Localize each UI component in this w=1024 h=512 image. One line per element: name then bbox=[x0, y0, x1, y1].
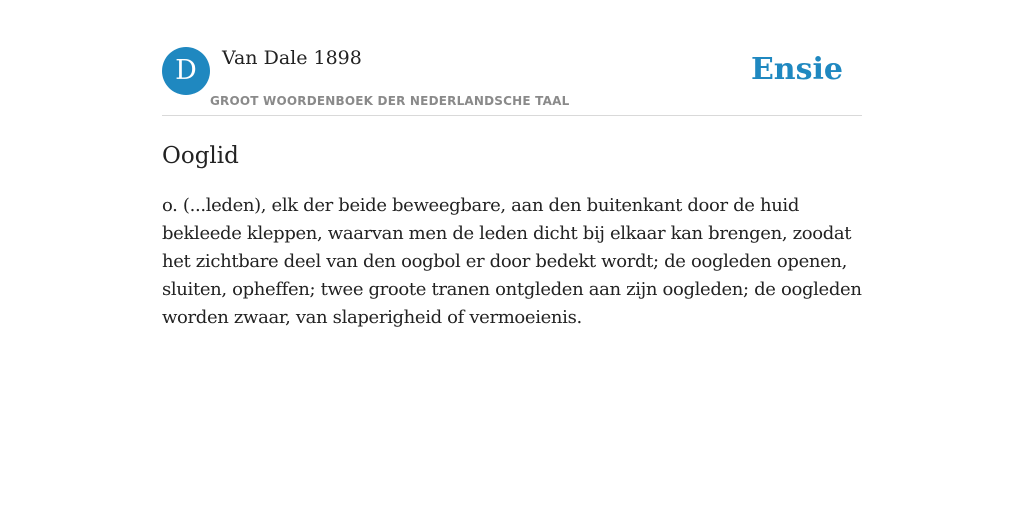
source-subtitle: GROOT WOORDENBOEK DER NEDERLANDSCHE TAAL bbox=[210, 94, 570, 108]
ensie-logo-link[interactable]: Ensie bbox=[750, 52, 843, 87]
entry-header bbox=[162, 46, 862, 116]
source-name[interactable]: Van Dale 1898 bbox=[222, 47, 362, 69]
entry-definition: o. (...leden), elk der beide beweegbare, aan den buitenkant door de huid bekleede kleppen, waarvan men de leden dicht bij elkaar kan brengen, zoodat het zichtbare deel van den oogbol er door bedekt wordt; de oogleden openen, sluiten, opheffen; twee groote tranen ontgleden aan zijn oogleden; de oogleden worden zwaar, van slaperigheid of vermoeienis. bbox=[162, 195, 862, 328]
entry-word: Ooglid bbox=[162, 143, 239, 169]
dictionary-entry-card bbox=[162, 46, 862, 332]
source-avatar[interactable]: D bbox=[162, 47, 210, 95]
